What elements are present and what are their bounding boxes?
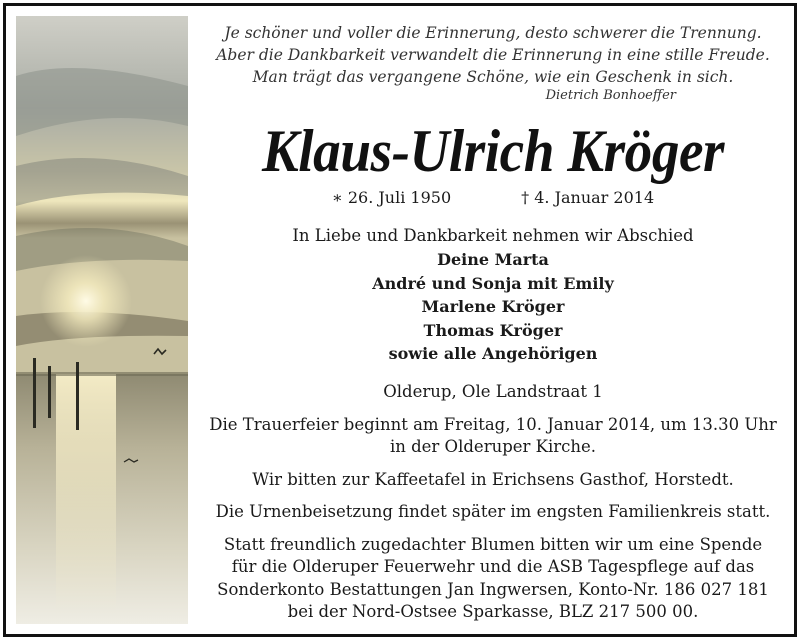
obituary-text [198, 12, 788, 628]
farewell-intro: In Liebe und Dankbarkeit nehmen wir Abschied [292, 226, 694, 245]
family-address: Olderup, Ole Landstraat 1 [383, 381, 603, 401]
sunset-sea-image [16, 16, 188, 624]
mourner: Marlene Kröger [421, 297, 565, 316]
donation-line: Sonderkonto Bestattungen Jan Ingwersen, Konto-Nr. 186 027 181 [217, 579, 769, 599]
service-line: Die Trauerfeier beginnt am Freitag, 10. Januar 2014, um 13.30 Uhr [209, 414, 777, 434]
burial-info: Die Urnenbeisetzung findet später im engsten Familienkreis statt. [215, 502, 771, 521]
memorial-quote [198, 22, 788, 88]
quote-line: Je schöner und voller die Erinnerung, desto schwerer die Trennung. [224, 24, 762, 42]
funeral-service-info [198, 414, 788, 459]
quote-line: Man trägt das vergangene Schöne, wie ein Geschenk in sich. [252, 68, 734, 86]
quote-author: Dietrich Bonhoeffer [545, 88, 676, 103]
mourner: Deine Marta [437, 250, 549, 269]
death-date: † 4. Januar 2014 [521, 188, 655, 207]
donation-line: Statt freundlich zugedachter Blumen bitten wir um eine Spende [223, 534, 763, 554]
birth-date: ∗ 26. Juli 1950 [331, 188, 452, 207]
deceased-name: Klaus-Ulrich Kröger [261, 118, 725, 184]
quote-line: Aber die Dankbarkeit verwandelt die Erinnerung in eine stille Freude. [216, 46, 770, 64]
mourner: André und Sonja mit Emily [372, 273, 614, 293]
mourners-list [198, 248, 788, 366]
mourner: sowie alle Angehörigen [388, 344, 598, 363]
mourner: Thomas Kröger [423, 320, 563, 340]
obituary-notice [3, 3, 797, 637]
life-dates [198, 188, 788, 208]
sunset-sea-photo [16, 16, 188, 624]
donation-info [198, 534, 788, 624]
service-line: in der Olderuper Kirche. [389, 437, 597, 456]
donation-line: für die Olderuper Feuerwehr und die ASB Tagespflege auf das [231, 557, 755, 576]
donation-line: bei der Nord-Ostsee Sparkasse, BLZ 217 500 00. [287, 602, 699, 621]
coffee-info: Wir bitten zur Kaffeetafel in Erichsens Gasthof, Horstedt. [252, 469, 734, 489]
